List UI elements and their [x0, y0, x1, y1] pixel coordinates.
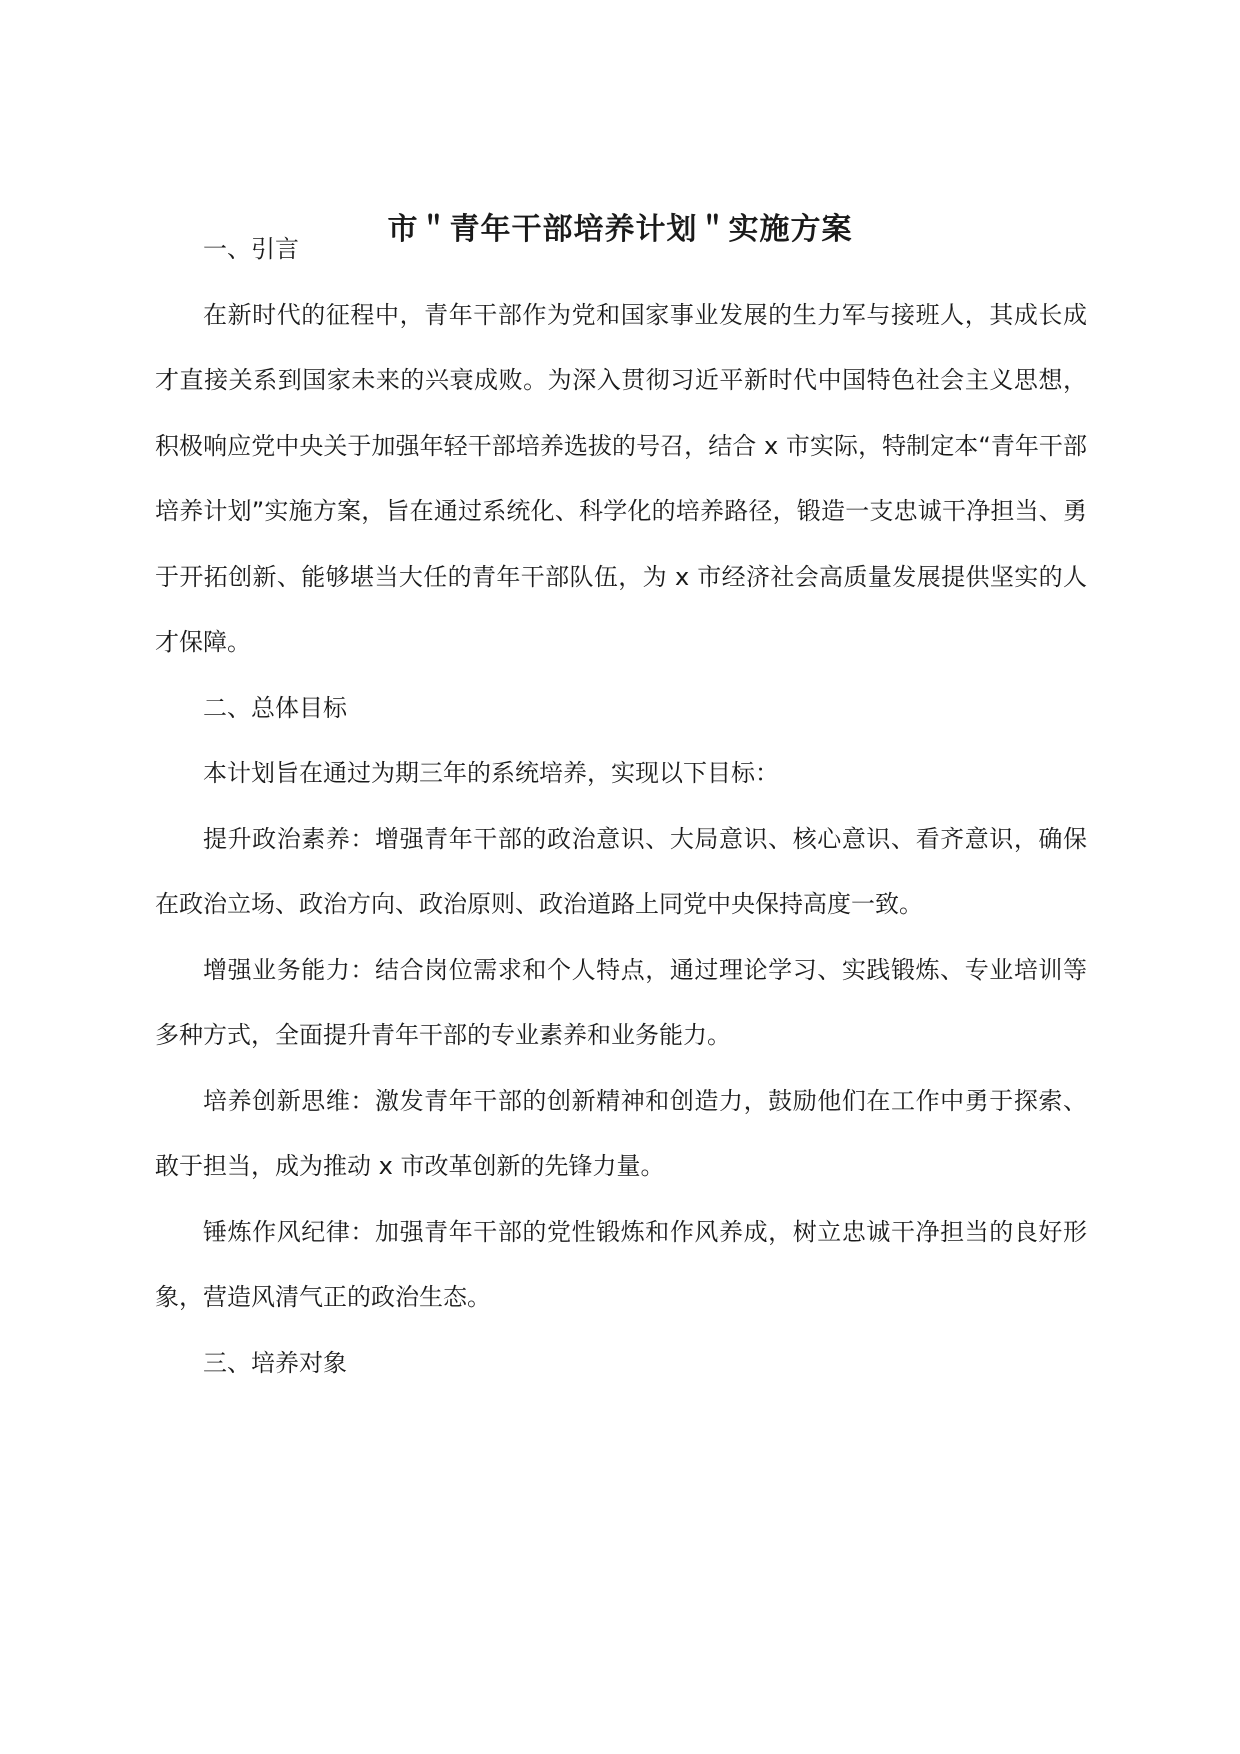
paragraph-goal-political: 提升政治素养：增强青年干部的政治意识、大局意识、核心意识、看齐意识，确保在政治立场、政治方向、政治原则、政治道路上同党中央保持高度一致。 [155, 824, 1087, 918]
section-heading-overall-goals: 二、总体目标 [203, 693, 347, 722]
paragraph-goal-innovation: 培养创新思维：激发青年干部的创新精神和创造力，鼓励他们在工作中勇于探索、敢于担当，成为推动 x 市改革创新的先锋力量。 [155, 1086, 1087, 1180]
paragraph-goals-intro: 本计划旨在通过为期三年的系统培养，实现以下目标： [203, 759, 779, 787]
section-heading-training-targets: 三、培养对象 [203, 1348, 347, 1377]
paragraph-goal-discipline: 锤炼作风纪律：加强青年干部的党性锻炼和作风养成，树立忠诚干净担当的良好形象，营造风清气正的政治生态。 [155, 1217, 1087, 1311]
document-title: 市＂青年干部培养计划＂实施方案 [387, 212, 853, 248]
paragraph-introduction: 在新时代的征程中，青年干部作为党和国家事业发展的生力军与接班人，其成长成才直接关系到国家未来的兴衰成败。为深入贯彻习近平新时代中国特色社会主义思想，积极响应党中央关于加强年轻干部培养选拔的号召，结合 x 市实际，特制定本“青年干部培养计划”实施方案，旨在通过系统化、科学化的培养路径，锻造一支忠诚干净担当、勇于开拓创新、能够堪当大任的青年干部队伍，为 x 市经济社会高质量发展提供坚实的人才保障。 [155, 300, 1087, 656]
paragraph-goal-business: 增强业务能力：结合岗位需求和个人特点，通过理论学习、实践锻炼、专业培训等多种方式，全面提升青年干部的专业素养和业务能力。 [155, 955, 1087, 1049]
document-body [155, 217, 1087, 1396]
section-heading-introduction: 一、引言 [203, 235, 299, 263]
